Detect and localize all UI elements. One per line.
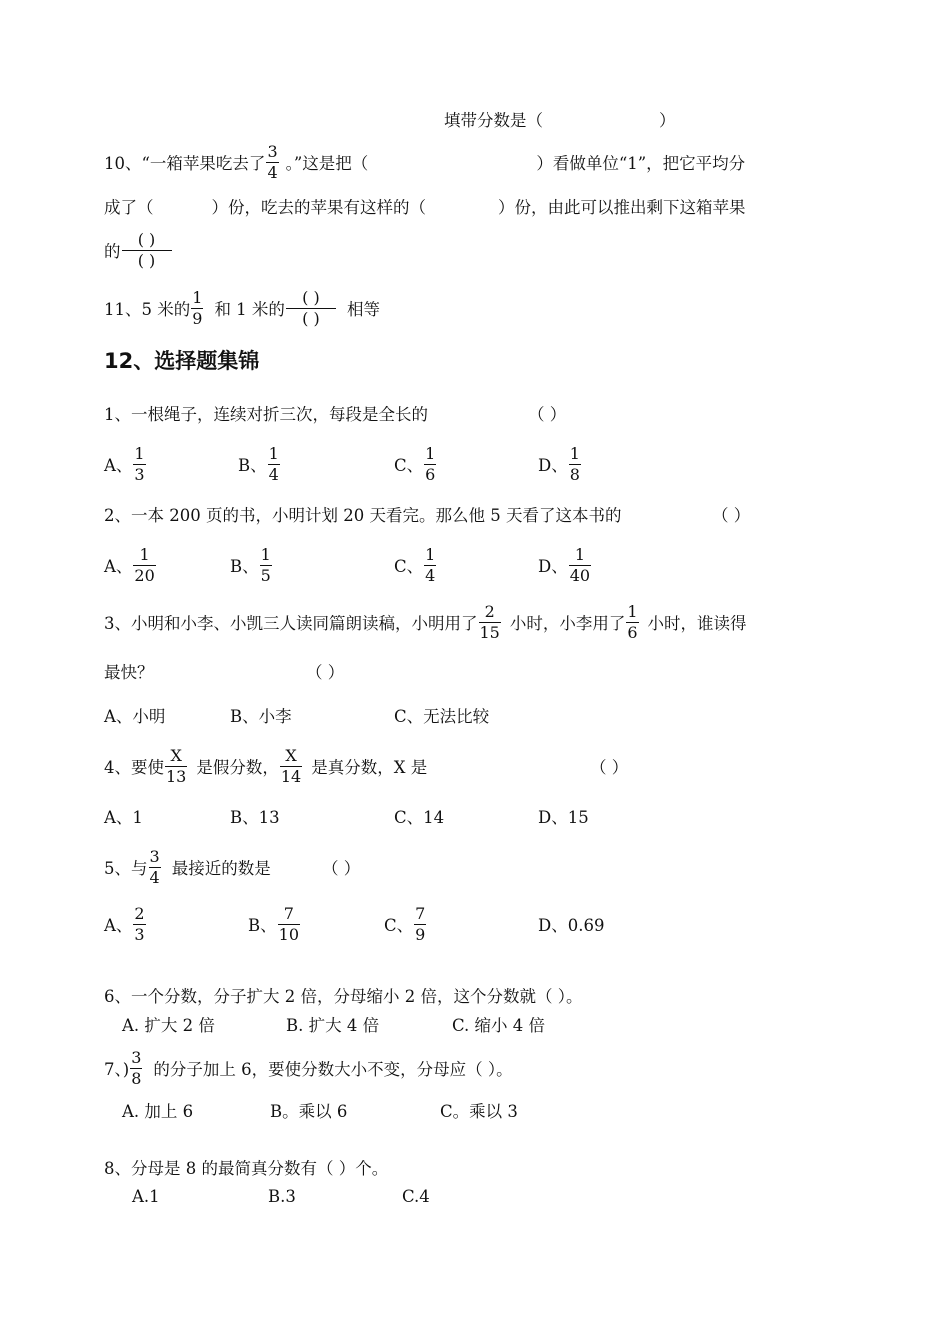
- c1-option-c-fraction: $\frac{1}{6}$: [425, 443, 436, 484]
- c3-post: 小时，谁读得: [647, 614, 747, 633]
- q11-pre: 11、5 米的: [104, 300, 191, 319]
- c1-option-a-fraction: $\frac{1}{3}$: [134, 443, 145, 484]
- c2-option-d[interactable]: D、 $\frac{1}{40}$: [538, 544, 591, 585]
- c1-option-c[interactable]: C、 $\frac{1}{6}$: [394, 443, 436, 484]
- c5-pre: 5、与: [104, 859, 148, 878]
- c6-stem: 6、一个分数，分子扩大 2 倍，分母缩小 2 倍，这个分数就（ ）。: [104, 987, 583, 1006]
- c4-fraction-1: $\frac{X}{13}$: [166, 745, 187, 786]
- c4-option-d[interactable]: D、15: [538, 808, 589, 827]
- q11-post: 相等: [346, 300, 380, 319]
- c3-stem-line-2: [104, 651, 154, 691]
- c1-option-a[interactable]: A、 $\frac{1}{3}$: [104, 443, 145, 484]
- c2-stem-text: 2、一本 200 页的书，小明计划 20 天看完。那么他 5 天看了这本书的: [104, 506, 622, 525]
- c1-answer-paren[interactable]: （ ）: [528, 405, 567, 424]
- c5-option-a[interactable]: A、 $\frac{2}{3}$: [104, 903, 145, 944]
- c4-option-c[interactable]: C、14: [394, 808, 445, 827]
- c2-option-b[interactable]: B、 $\frac{1}{5}$: [230, 544, 271, 585]
- c4-post: 是真分数，X 是: [311, 758, 428, 777]
- c8-stem: 8、分母是 8 的最简真分数有（ ）个。: [104, 1159, 389, 1178]
- c6-option-c[interactable]: C. 缩小 4 倍: [452, 1016, 546, 1035]
- c2-option-b-fraction: $\frac{1}{5}$: [260, 544, 271, 585]
- c7-stem: [104, 1046, 513, 1090]
- c2-stem: [104, 494, 621, 534]
- c4-option-a[interactable]: A、1: [104, 808, 143, 827]
- q11-mid: 和 1 米的: [214, 300, 285, 319]
- c1-stem: [104, 393, 428, 433]
- c2-option-a-fraction: $\frac{1}{20}$: [134, 544, 155, 585]
- c3-pre: 3、小明和小李、小凯三人读同篇朗读稿，小明用了: [104, 614, 478, 633]
- c1-option-d-fraction: $\frac{1}{8}$: [569, 443, 580, 484]
- q11-line: [104, 286, 380, 330]
- c4-answer-paren[interactable]: （ ）: [590, 758, 629, 777]
- q10-line2c: ）份，由此可以推出剩下这箱苹果: [498, 198, 746, 217]
- c7-option-a[interactable]: A. 加上 6: [122, 1102, 194, 1121]
- c3-option-c[interactable]: C、无法比较: [394, 707, 490, 726]
- c3-option-b[interactable]: B、小李: [230, 707, 292, 726]
- c2-answer-paren[interactable]: （ ）: [712, 506, 751, 525]
- c2-option-c-fraction: $\frac{1}{4}$: [425, 544, 436, 585]
- c4-stem: [104, 744, 427, 788]
- q10-line3: 的: [104, 242, 121, 261]
- c5-stem: [104, 845, 271, 889]
- c5-option-c[interactable]: C、 $\frac{7}{9}$: [384, 903, 426, 944]
- q10-line-1: [104, 142, 745, 182]
- q11-blank-fraction[interactable]: $\frac{( )}{( )}$: [286, 290, 336, 327]
- c8-option-a[interactable]: A.1: [132, 1186, 160, 1206]
- c7-post: 的分子加上 6，要使分数大小不变，分母应（ ）。: [153, 1060, 513, 1079]
- q10-line2b: ）份，吃去的苹果有这样的（: [211, 198, 426, 217]
- c3-mid: 小时，小李用了: [509, 614, 626, 633]
- c4-mid: 是假分数，: [196, 758, 279, 777]
- c6-option-b[interactable]: B. 扩大 4 倍: [286, 1016, 380, 1035]
- c1-option-b-fraction: $\frac{1}{4}$: [268, 443, 279, 484]
- q9-tail: [444, 99, 676, 139]
- c4-pre: 4、要使: [104, 758, 164, 777]
- c7-pre: 7、): [104, 1060, 130, 1079]
- c1-option-d[interactable]: D、 $\frac{1}{8}$: [538, 443, 580, 484]
- c7-option-c[interactable]: C。乘以 3: [440, 1102, 518, 1121]
- c5-post: 最接近的数是: [171, 859, 271, 878]
- q9-tail-close: ）: [659, 111, 676, 130]
- c6-option-a[interactable]: A. 扩大 2 倍: [122, 1016, 215, 1035]
- q9-tail-text: 填带分数是（: [444, 111, 543, 130]
- c3-fraction-2: $\frac{1}{6}$: [627, 601, 638, 642]
- q10-line-3: [104, 228, 173, 272]
- q10-mid1: 。”这是把（: [285, 154, 369, 173]
- c7-option-b[interactable]: B。乘以 6: [270, 1102, 348, 1121]
- c7-fraction: $\frac{3}{8}$: [131, 1047, 142, 1088]
- c5-option-b[interactable]: B、 $\frac{7}{10}$: [248, 903, 299, 944]
- c4-option-b[interactable]: B、13: [230, 808, 280, 827]
- q10-line2a: 成了（: [104, 198, 154, 217]
- c2-option-c[interactable]: C、 $\frac{1}{4}$: [394, 544, 436, 585]
- c3-stem-line-1: [104, 600, 747, 644]
- c3-line2: 最快？: [104, 663, 154, 682]
- c2-option-a[interactable]: A、 $\frac{1}{20}$: [104, 544, 155, 585]
- q10-blank-fraction[interactable]: $\frac{( )}{( )}$: [122, 232, 172, 269]
- c4-fraction-2: $\frac{X}{14}$: [280, 745, 302, 786]
- c2-option-d-fraction: $\frac{1}{40}$: [569, 544, 591, 585]
- c8-option-b[interactable]: B.3: [268, 1186, 296, 1206]
- section-heading: 12、选择题集锦: [104, 349, 260, 373]
- c5-option-b-fraction: $\frac{7}{10}$: [278, 903, 299, 944]
- c3-answer-paren[interactable]: （ ）: [306, 663, 345, 682]
- c3-option-a[interactable]: A、小明: [104, 707, 166, 726]
- q11-fraction: $\frac{1}{9}$: [192, 287, 203, 328]
- c5-fraction: $\frac{3}{4}$: [149, 846, 160, 887]
- c5-option-c-fraction: $\frac{7}{9}$: [415, 903, 426, 944]
- c5-option-d[interactable]: D、0.69: [538, 916, 605, 935]
- c3-fraction-1: $\frac{2}{15}$: [479, 601, 500, 642]
- c5-option-a-fraction: $\frac{2}{3}$: [134, 903, 145, 944]
- c1-stem-text: 1、一根绳子，连续对折三次，每段是全长的: [104, 405, 428, 424]
- q10-mid2: ）看做单位“1”，把它平均分: [536, 154, 746, 173]
- c8-option-c[interactable]: C.4: [402, 1186, 430, 1206]
- q10-pre: 10、“一箱苹果吃去了: [104, 154, 266, 173]
- c5-answer-paren[interactable]: （ ）: [322, 859, 361, 878]
- q10-fraction: $\frac{3}{4}$: [267, 141, 278, 182]
- q10-line-2: [104, 186, 746, 226]
- c1-option-b[interactable]: B、 $\frac{1}{4}$: [238, 443, 279, 484]
